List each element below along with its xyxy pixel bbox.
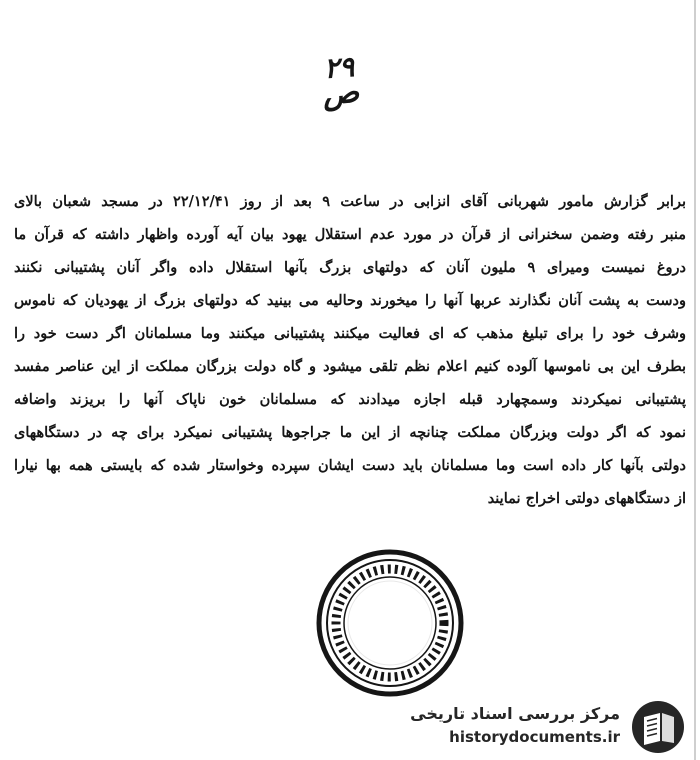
body-line: بطرف این بی ناموسها آلوده کنیم اعلام نظم تلقی میشود و گاه دولت بزرگان مملکت از این عناصر مفسد: [14, 358, 686, 375]
body-line: پشتیبانی نمیکردند وسمچهارد قبله اجازه میدادند که مسلمانان خون ناپاک آنها را بریزند واضافه: [14, 391, 686, 408]
page-number-prefix: ص: [321, 74, 361, 113]
archive-watermark: [410, 700, 690, 756]
page-number-value: ۲۹: [322, 50, 356, 86]
archive-book-logo-icon: [630, 700, 686, 754]
body-line: دولتی بآنها کار داده است وما مسلمانان باید دست ایشان سپرده وخواستار شده که بایستی همه بها نیارا: [14, 457, 686, 474]
body-line: ودست به پشت آنان نگذارند عربها آنها را میخورند وحالیه می بینید که دولتهای بزرگ از یهودیان که ناموس: [14, 292, 686, 309]
official-seal-stamp: [315, 548, 465, 698]
body-line: برابر گزارش مامور شهربانی آقای انزابی در ساعت ۹ بعد از روز ۲۲/۱۲/۴۱ در مسجد شعبان بالای: [14, 193, 686, 210]
body-line: نمود که اگر دولت وبزرگان مملکت چنانچه از این ما جراجوها پشتیبانی نمیکرد برای چه در دستگاههای: [14, 424, 686, 441]
body-line: از دستگاههای دولتی اخراج نمایند: [487, 490, 686, 507]
page-number: [298, 50, 381, 113]
document-body: [14, 185, 686, 515]
body-line: وشرف خود را برای تبلیغ مذهب که ای فعالیت میکنند پشتیبانی میکنند وما مسلمانان اگر دست خود را: [14, 325, 686, 342]
watermark-url: historydocuments.ir: [449, 728, 620, 746]
page-edge-line: [694, 0, 696, 760]
body-line: منبر رفته وضمن سخنرانی از قرآن در مورد عدم استقلال یهود بیان آیه آورده واظهار داشته که قرآن ما: [14, 226, 686, 243]
body-line: دروغ نمیست ومیرای ۹ ملیون آنان که دولتهای بزرگ بآنها استقلال داده واگر آنان پشتیبانی نکنند: [14, 259, 686, 276]
watermark-title: مرکز بررسی اسناد تاریخی: [410, 704, 620, 723]
